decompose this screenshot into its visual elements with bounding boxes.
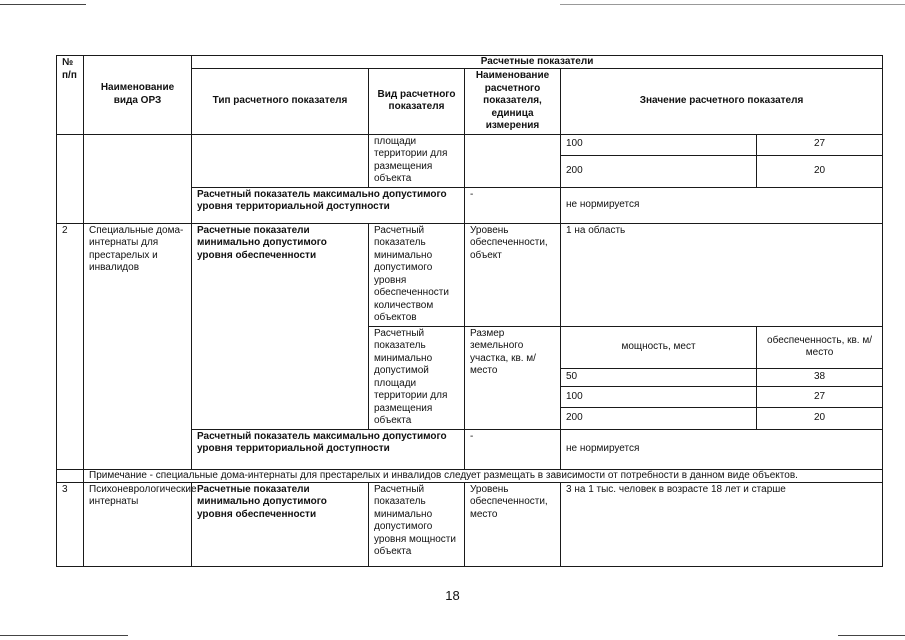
row3-unit-capacity: Уровень обеспеченности, место — [465, 482, 561, 566]
row3-min-count — [57, 482, 883, 566]
row2-name: Специальные дома-интернаты для престарелых и инвалидов — [84, 223, 192, 469]
scan-edge-bottom-right — [838, 635, 905, 636]
header-name: Наименование вида ОРЗ — [84, 56, 192, 135]
row3-name: Психоневрологические интернаты — [84, 482, 192, 566]
row2-note-row — [57, 469, 883, 482]
row2-supply-2: 27 — [757, 386, 883, 407]
row2-unit-count: Уровень обеспеченности, объект — [465, 223, 561, 326]
row2-num: 2 — [57, 223, 84, 469]
row2-max-unit: - — [465, 429, 561, 469]
row2-capacity-1: 50 — [561, 369, 757, 386]
row3-kind-capacity: Расчетный показатель минимально допустимого уровня мощности объекта — [369, 482, 465, 566]
cont-type — [192, 134, 369, 187]
cont-name — [84, 134, 192, 223]
row2-max-type: Расчетный показатель максимально допустимого уровня территориальной доступности — [192, 429, 465, 469]
scan-edge-top-right — [560, 4, 905, 5]
cont-capacity-2: 200 — [561, 155, 757, 187]
row2-supply-3: 20 — [757, 408, 883, 429]
cont-num — [57, 134, 84, 223]
indicators-table — [56, 55, 883, 567]
row2-min-count — [57, 223, 883, 326]
cont-max-unit: - — [465, 187, 561, 223]
row2-max-value: не нормируется — [561, 429, 883, 469]
header-group: Расчетные показатели — [192, 56, 883, 69]
row3-value-capacity: 3 на 1 тыс. человек в возрасте 18 лет и старше — [561, 482, 883, 566]
row2-subheader-capacity: мощность, мест — [561, 326, 757, 369]
row2-capacity-2: 100 — [561, 386, 757, 407]
row2-unit-area: Размер земельного участка, кв. м/место — [465, 326, 561, 429]
row2-min-type-cont — [192, 326, 369, 429]
header-kind: Вид расчетного показателя — [369, 69, 465, 135]
header-type: Тип расчетного показателя — [192, 69, 369, 135]
row2-supply-1: 38 — [757, 369, 883, 386]
row2-capacity-3: 200 — [561, 408, 757, 429]
cont-kind: площади территории для размещения объекта — [369, 134, 465, 187]
cont-supply-1: 27 — [757, 134, 883, 155]
row2-min-type: Расчетные показатели минимально допустимого уровня обеспеченности — [192, 223, 369, 326]
cont-unit — [465, 134, 561, 187]
cont-capacity-1: 100 — [561, 134, 757, 155]
row2-note: Примечание - специальные дома-интернаты для престарелых и инвалидов следует размещать в зависимости от потребности в данном виде объектов. — [84, 469, 883, 482]
row3-min-type: Расчетные показатели минимально допустимого уровня обеспеченности — [192, 482, 369, 566]
row2-value-count: 1 на область — [561, 223, 883, 326]
scan-edge-top-left — [0, 4, 86, 5]
header-row-1 — [57, 56, 883, 69]
row2-subheader-supply: обеспеченность, кв. м/место — [757, 326, 883, 369]
row2-note-num — [57, 469, 84, 482]
page-number: 18 — [445, 588, 460, 603]
row2-kind-area: Расчетный показатель минимально допустимой площади территории для размещения объекта — [369, 326, 465, 429]
cont-supply-2: 20 — [757, 155, 883, 187]
header-unit: Наименование расчетного показателя, единица измерения — [465, 69, 561, 135]
cont-row-1 — [57, 134, 883, 155]
cont-max-type: Расчетный показатель максимально допустимого уровня территориальной доступности — [192, 187, 465, 223]
cont-max-value: не нормируется — [561, 187, 883, 223]
header-value: Значение расчетного показателя — [561, 69, 883, 135]
row2-kind-count: Расчетный показатель минимально допустимого уровня обеспеченности количеством объектов — [369, 223, 465, 326]
row3-num: 3 — [57, 482, 84, 566]
header-num: № п/п — [57, 56, 84, 135]
scan-edge-bottom-left — [0, 635, 128, 636]
